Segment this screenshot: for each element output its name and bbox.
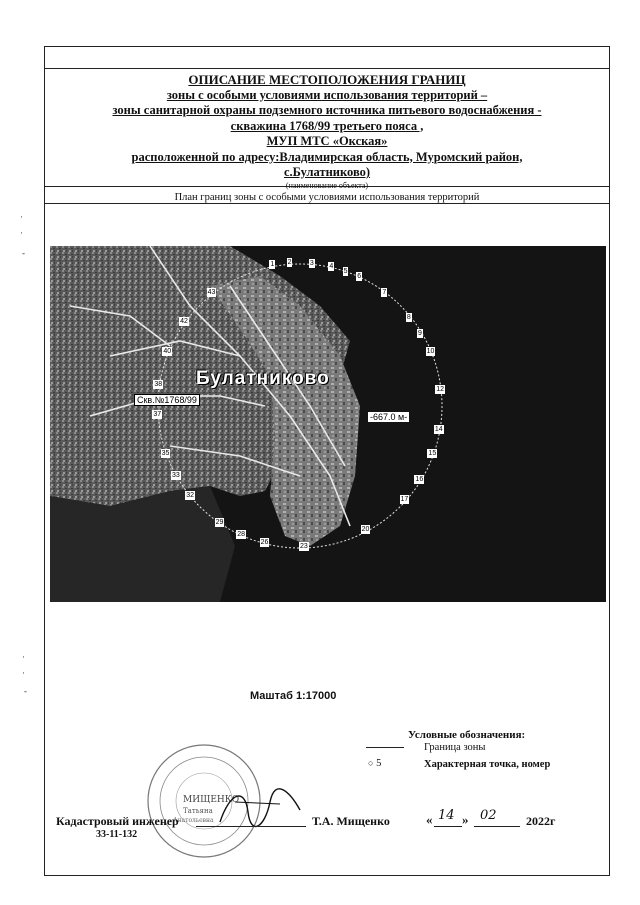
margin-mark: · (20, 228, 23, 238)
boundary-point-12: 12 (436, 386, 445, 394)
date-year: 2022г (526, 814, 556, 828)
boundary-point-43: 43 (207, 289, 216, 297)
date-day-line (434, 826, 462, 827)
boundary-point-6: 6 (357, 273, 362, 281)
boundary-point-37: 37 (153, 410, 162, 418)
plan-map-svg (50, 246, 606, 602)
plan-map (50, 246, 606, 602)
margin-mark: - (24, 686, 27, 696)
frame-caption-rule (44, 203, 610, 204)
cadastral-engineer-label: Кадастровый инженер (56, 814, 179, 828)
village-label: Булатниково (196, 368, 330, 389)
boundary-point-10: 10 (426, 347, 435, 355)
stamp-sub2: Анатольевна (173, 817, 214, 824)
boundary-point-33: 33 (172, 472, 180, 479)
date-day: 14 (438, 808, 455, 823)
margin-mark: - (22, 248, 25, 258)
title-note: (наименование объекта) (285, 180, 369, 190)
radius-label: -667.0 м- (370, 412, 408, 422)
margin-mark: · (22, 652, 25, 662)
boundary-point-14: 14 (434, 425, 443, 433)
boundary-point-23: 23 (299, 542, 308, 550)
point-dot-icon: ○ (368, 758, 374, 768)
date-close-quote: » (462, 812, 469, 827)
date-month: 02 (480, 808, 497, 823)
title-line-5: МУП МТС «Окская» (266, 134, 388, 148)
boundary-point-9: 9 (417, 330, 422, 337)
well-label: Скв.№1768/99 (134, 394, 200, 406)
license-number: 33-11-132 (96, 829, 138, 840)
handwritten-signature (210, 782, 310, 832)
boundary-point-26: 26 (260, 538, 269, 546)
boundary-point-40: 40 (163, 347, 172, 355)
signature-line (196, 826, 306, 827)
stamp-sub: Татьяна (183, 807, 213, 815)
boundary-point-5: 5 (343, 267, 348, 275)
frame-top-rule (44, 68, 610, 69)
boundary-point-15: 15 (428, 449, 437, 457)
date-open-quote: « (426, 812, 433, 827)
legend-boundary-line (366, 747, 404, 748)
boundary-point-3: 3 (309, 259, 314, 267)
title-line-7: с.Булатниково) (283, 165, 371, 179)
legend-boundary-text: Граница зоны (424, 742, 486, 753)
boundary-point-20: 20 (361, 526, 370, 534)
boundary-point-32: 32 (186, 492, 195, 500)
legend-point-text: Характерная точка, номер (424, 759, 551, 770)
margin-mark: · (20, 212, 23, 222)
boundary-point-42: 42 (180, 317, 188, 325)
boundary-point-38: 38 (154, 381, 163, 389)
title-line-1: ОПИСАНИЕ МЕСТОПОЛОЖЕНИЯ ГРАНИЦ (188, 72, 466, 87)
title-line-4: скважина 1768/99 третьего пояса , (230, 118, 424, 133)
legend-point-sample (368, 758, 381, 769)
engineer-name: Т.А. Мищенко (312, 814, 390, 828)
boundary-point-28: 28 (237, 530, 246, 538)
boundary-point-7: 7 (382, 289, 387, 297)
boundary-point-1: 1 (270, 261, 275, 269)
date-month-line (474, 826, 520, 827)
margin-mark: · (22, 668, 25, 678)
boundary-point-2: 2 (287, 259, 292, 267)
plan-caption: План границ зоны с особыми условиями использования территорий (174, 192, 480, 203)
boundary-point-35: 35 (161, 449, 170, 457)
document-title (60, 72, 594, 191)
title-line-3: зоны санитарной охраны подземного источника питьевого водоснабжения - (112, 103, 542, 117)
title-line-2: зоны с особыми условиями использования территорий – (166, 87, 488, 102)
legend-point-number: 5 (376, 758, 382, 769)
boundary-point-29: 29 (215, 518, 224, 526)
boundary-point-4: 4 (329, 263, 334, 271)
title-line-6: расположенной по адресу:Владимирская область, Муромский район, (131, 149, 523, 164)
stamp-name: МИЩЕНКО (183, 795, 240, 805)
boundary-point-17: 17 (400, 496, 409, 504)
legend-title: Условные обозначения: (408, 729, 526, 741)
boundary-point-16: 16 (415, 476, 424, 484)
boundary-point-8: 8 (406, 313, 411, 321)
map-scale: Маштаб 1:17000 (250, 690, 337, 702)
